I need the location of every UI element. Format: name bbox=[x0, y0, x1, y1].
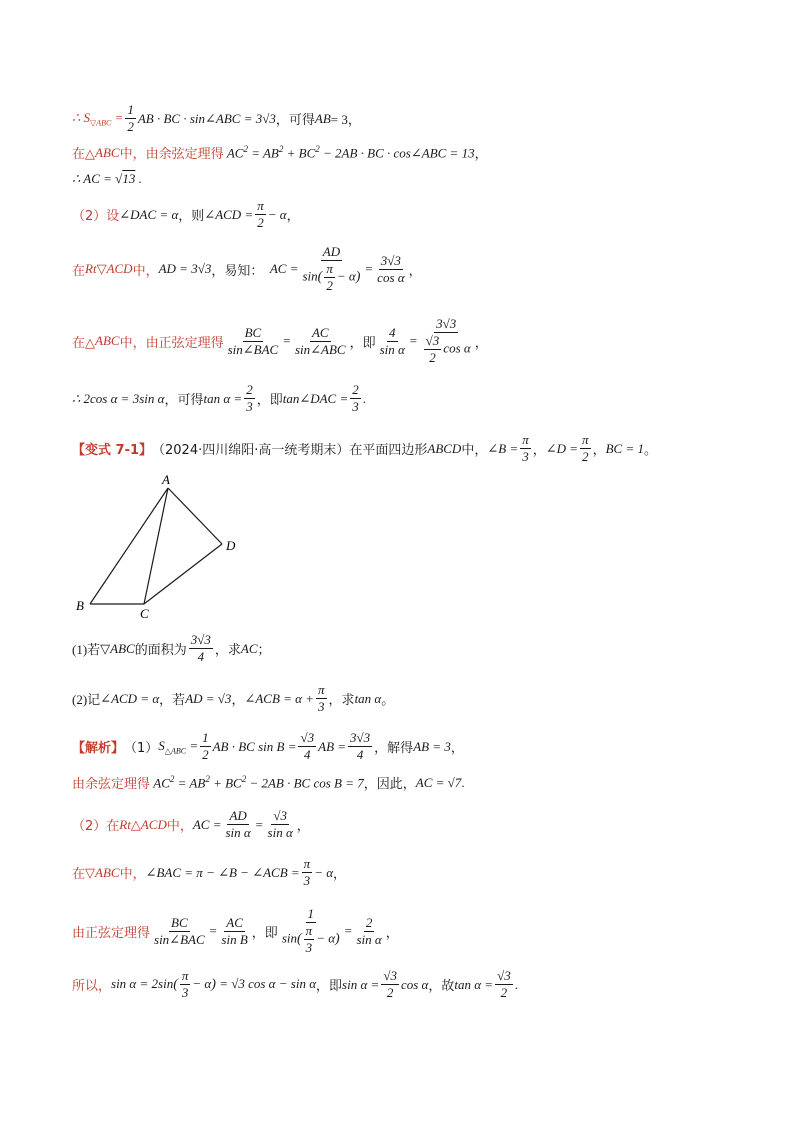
edge-ad bbox=[168, 488, 222, 544]
answer-line-1: 【解析】 （1） $S_{\triangle ABC}$ = $\frac{1}{2}$ AB · BC sin B = $\frac{√3}{4}$ AB = $\frac{3√3}{4}$ ，解得 AB = 3 ， bbox=[72, 730, 464, 762]
solution-line-5: 在 Rt▽ACD 中， AD = 3√3 ，易知： AC = AD sin( $\frac{\pi}{2}$ − α) = $\frac{3√3}{\text{cos α}}$ ， bbox=[72, 244, 422, 293]
solution-line-1: ∴ $S_{▽ABC}$ = $\frac{1}{2}$ AB · BC · sin∠ABC = 3√3 ，可得 AB = 3， bbox=[72, 102, 361, 134]
answer-line-3: （2）在 Rt△ACD 中， AC = $\frac{AD}{\text{sin α}}$ = $\frac{√3}{\text{sin α}}$ ， bbox=[72, 808, 310, 840]
question-title-line: 【变式 7-1】 （2024·四川绵阳·高一统考期末）在平面四边形 ABCD 中， ∠B = $\frac{\pi}{3}$ ， ∠D = $\frac{\pi}{2}$ ， BC = 1 。 bbox=[72, 432, 657, 464]
edge-cd bbox=[144, 544, 222, 604]
vertex-label-a: A bbox=[162, 472, 170, 487]
solution-line-4: （2）设 ∠DAC = α ，则 ∠ACD = $\frac{\pi}{2}$ − α ， bbox=[72, 198, 300, 230]
vertex-label-d: D bbox=[226, 538, 236, 553]
vertex-label-b: B bbox=[76, 598, 84, 613]
vertex-label-c: C bbox=[140, 606, 149, 620]
answer-line-6: 所以， sin α = 2sin( $\frac{\pi}{3}$ − α) = √3 cos α − sin α ，即 sin α = $\frac{√3}{2}$ cos α ，故 tan α = $\frac{√3}{2}$ . bbox=[72, 968, 518, 1000]
question-part-2: (2)记 ∠ACD = α ，若 AD = √3 ， ∠ACB = α + $\frac{\pi}{3}$ ，求 tan α 。 bbox=[72, 682, 395, 714]
answer-line-2: 由余弦定理得 $AC^2 = AB^2 + BC^2 - 2AB$ · BC cos B = 7 ，因此， AC = √7 . bbox=[72, 773, 465, 792]
solution-line-7: ∴ 2cos α = 3sin α ，可得 tan α = $\frac{2}{3}$ ，即 tan∠DAC = $\frac{2}{3}$ . bbox=[72, 382, 366, 414]
answer-line-5: 由正弦定理得 $\frac{BC}{\text{sin∠BAC}}$ = $\frac{AC}{\text{sin B}}$ ，即 1 sin( $\frac{\pi}{3}$ − α) = $\frac{2}{\text{sin α}}$ ， bbox=[72, 906, 399, 955]
solution-line-6: 在△ ABC 中，由正弦定理得 $\frac{BC}{\text{sin∠BAC}}$ = $\frac{AC}{\text{sin∠ABC}}$ ，即 $\frac{4}{\text{sin α}}$ = 3√3 $\frac{√3}{2}$ cos α ， bbox=[72, 316, 488, 365]
answer-line-4: 在 ▽ABC 中， ∠BAC = π − ∠B − ∠ACB = $\frac{\pi}{3}$ − α ， bbox=[72, 856, 347, 888]
question-part-1: (1)若 ▽ABC 的面积为 $\frac{3√3}{4}$ ，求 AC ； bbox=[72, 632, 271, 664]
solution-line-3: ∴ AC = √13 . bbox=[72, 171, 142, 186]
quadrilateral-figure bbox=[72, 470, 252, 620]
solution-line-2: 在△ ABC 中，由余弦定理得 $AC^2 = AB^2 + BC^2 - 2AB$ · BC · cos∠ABC = 13 ， bbox=[72, 143, 488, 162]
